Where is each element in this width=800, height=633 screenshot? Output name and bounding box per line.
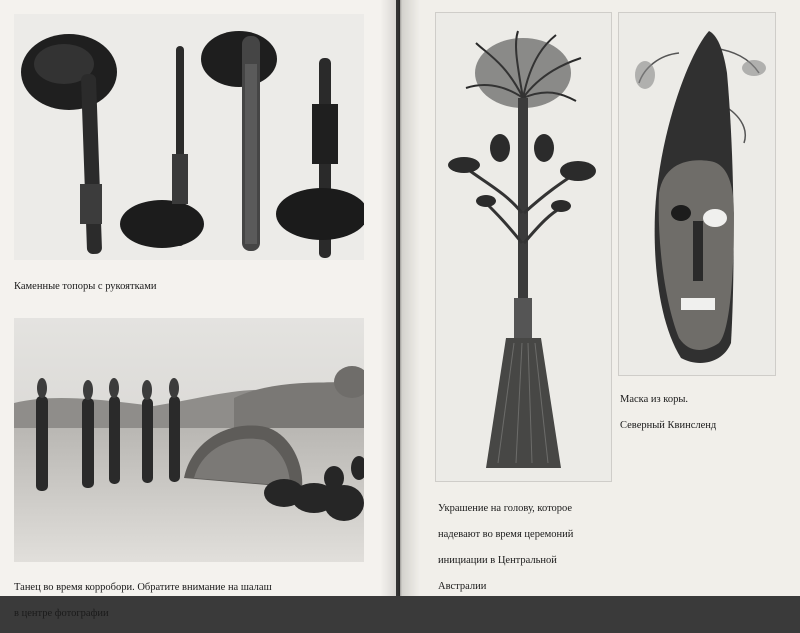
- dance-caption: [14, 568, 272, 633]
- right-page: [400, 0, 800, 596]
- headdress-caption: [438, 489, 573, 606]
- mask-caption: [620, 380, 716, 445]
- headdress-photo: [435, 12, 612, 482]
- bark-mask-illustration: [619, 13, 775, 375]
- stone-axes-photo: [14, 14, 364, 260]
- corroboree-dance-photo: [14, 318, 364, 562]
- mask-caption-line-1: Маска из коры.: [620, 394, 689, 405]
- axes-caption-text: Каменные топоры с рукоятками: [14, 281, 157, 292]
- headdress-caption-line-3: инициации в Центральной: [438, 555, 557, 566]
- headdress-caption-line-2: надевают во время церемоний: [438, 529, 574, 540]
- corroboree-illustration: [14, 318, 364, 562]
- bark-mask-photo: [618, 12, 776, 376]
- left-page: [0, 0, 396, 619]
- dance-caption-line-1: Танец во время корробори. Обратите внимание на шалаш: [14, 582, 272, 593]
- headdress-caption-line-4: Австралии: [438, 581, 487, 592]
- mask-caption-line-2: Северный Квинсленд: [620, 420, 717, 431]
- dance-caption-line-2: в центре фотографии: [14, 608, 109, 619]
- stone-axes-illustration: [14, 14, 364, 260]
- headdress-caption-line-1: Украшение на голову, которое: [438, 503, 573, 514]
- axes-caption: [14, 267, 156, 306]
- headdress-illustration: [436, 13, 611, 481]
- book-gutter: [380, 0, 420, 596]
